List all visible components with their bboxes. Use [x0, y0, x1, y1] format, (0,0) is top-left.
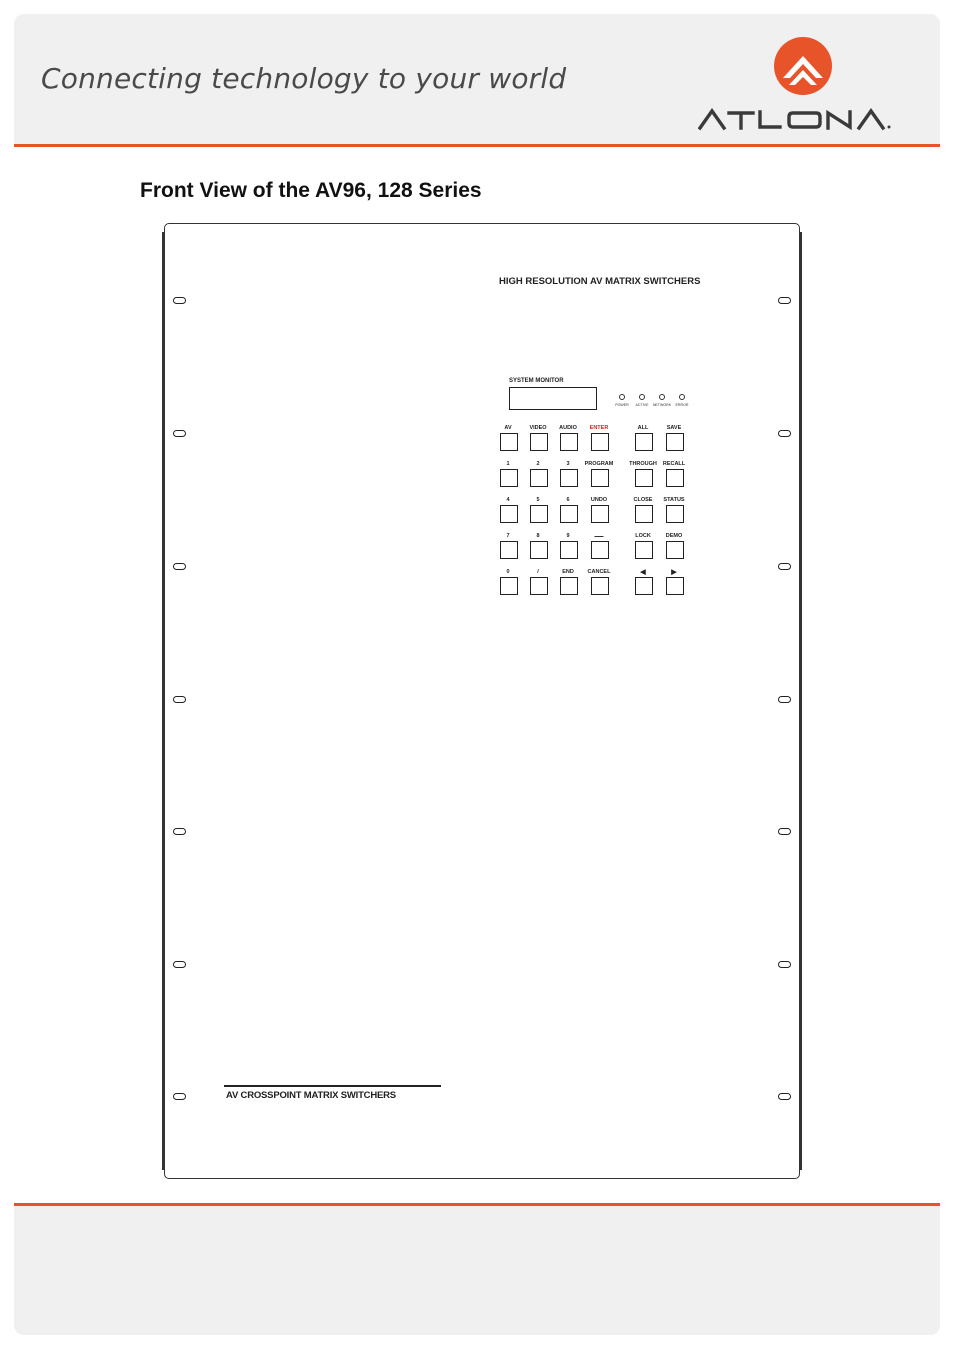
led-indicator [659, 394, 665, 400]
key-label: PROGRAM [584, 461, 614, 467]
led-label: ERROR [675, 403, 689, 407]
rack-hole [778, 828, 791, 835]
key-label: 1 [506, 461, 510, 467]
led-label: POWER [615, 403, 629, 407]
document-page [14, 14, 940, 1335]
front-panel-diagram [164, 223, 800, 1179]
key-label: 6 [566, 497, 570, 503]
system-monitor-label: SYSTEM MONITOR [509, 378, 564, 384]
keypad-button-end [560, 577, 578, 595]
key-label: RECALL [662, 461, 686, 467]
keypad-button-demo [666, 541, 684, 559]
rack-hole [778, 297, 791, 304]
key-label: — [594, 531, 604, 541]
keypad-button-slash [530, 577, 548, 595]
keypad-button-through [635, 469, 653, 487]
keypad-button-all [635, 433, 653, 451]
rack-hole [173, 563, 186, 570]
keypad-button-3 [560, 469, 578, 487]
key-label: SAVE [666, 425, 682, 431]
keypad-button-5 [530, 505, 548, 523]
key-label: UNDO [590, 497, 608, 503]
panel-right-edge [800, 232, 802, 1170]
rack-hole [173, 961, 186, 968]
key-label: 4 [506, 497, 510, 503]
keypad-button-enter [591, 433, 609, 451]
led-label: NETWORK [652, 403, 672, 407]
key-label: THROUGH [629, 461, 657, 467]
keypad-button-close [635, 505, 653, 523]
keypad-button-4 [500, 505, 518, 523]
rack-hole [173, 696, 186, 703]
key-label: 0 [506, 569, 510, 575]
led-indicator [639, 394, 645, 400]
keypad-button-9 [560, 541, 578, 559]
panel-left-edge [162, 232, 164, 1170]
rack-hole [173, 1093, 186, 1100]
keypad-button-left [635, 577, 653, 595]
page-footer [14, 1206, 940, 1335]
key-label: 7 [506, 533, 510, 539]
keypad-button-2 [530, 469, 548, 487]
key-label: CANCEL [587, 569, 611, 575]
rack-hole [778, 1093, 791, 1100]
keypad-button-program [591, 469, 609, 487]
rack-hole [778, 961, 791, 968]
led-indicator [619, 394, 625, 400]
section-title: Front View of the AV96, 128 Series [140, 179, 482, 202]
rack-hole [778, 563, 791, 570]
key-label: AUDIO [559, 425, 577, 431]
key-label: END [562, 569, 574, 575]
rack-hole [173, 297, 186, 304]
keypad-button-lock [635, 541, 653, 559]
rack-hole [173, 430, 186, 437]
key-label: 2 [536, 461, 540, 467]
left-arrow-icon: ◀ [640, 569, 646, 576]
key-label: AV [504, 425, 512, 431]
key-label: DEMO [665, 533, 683, 539]
rack-hole [778, 696, 791, 703]
panel-divider-line [224, 1085, 441, 1087]
right-arrow-icon: ▶ [671, 569, 677, 576]
page-header [14, 14, 940, 146]
panel-title: HIGH RESOLUTION AV MATRIX SWITCHERS [499, 276, 701, 287]
key-label: ALL [637, 425, 649, 431]
keypad-button-recall [666, 469, 684, 487]
key-label: 3 [566, 461, 570, 467]
keypad-button-1 [500, 469, 518, 487]
keypad-button-cancel [591, 577, 609, 595]
key-label: CLOSE [633, 497, 653, 503]
header-tagline: Connecting technology to your world [41, 62, 567, 95]
key-label: LOCK [635, 533, 651, 539]
keypad-button-av [500, 433, 518, 451]
keypad-button-7 [500, 541, 518, 559]
keypad-button-audio [560, 433, 578, 451]
keypad-button-right [666, 577, 684, 595]
keypad-button-8 [530, 541, 548, 559]
key-label: VIDEO [529, 425, 547, 431]
rack-hole [778, 430, 791, 437]
keypad-button-undo [591, 505, 609, 523]
atlona-logo [698, 36, 914, 136]
key-label: / [537, 569, 539, 575]
key-label: 9 [566, 533, 570, 539]
keypad-button-6 [560, 505, 578, 523]
led-indicator [679, 394, 685, 400]
key-label: STATUS [663, 497, 685, 503]
keypad-button-save [666, 433, 684, 451]
system-monitor-display [509, 387, 597, 410]
key-label: ENTER [589, 425, 609, 431]
key-label: 8 [536, 533, 540, 539]
page-content [14, 147, 940, 1204]
keypad-button-dash [591, 541, 609, 559]
rack-hole [173, 828, 186, 835]
panel-bottom-label: AV CROSSPOINT MATRIX SWITCHERS [226, 1090, 396, 1101]
key-label: 5 [536, 497, 540, 503]
keypad-button-status [666, 505, 684, 523]
keypad-button-video [530, 433, 548, 451]
led-label: ACTIVE [635, 403, 649, 407]
keypad-button-0 [500, 577, 518, 595]
